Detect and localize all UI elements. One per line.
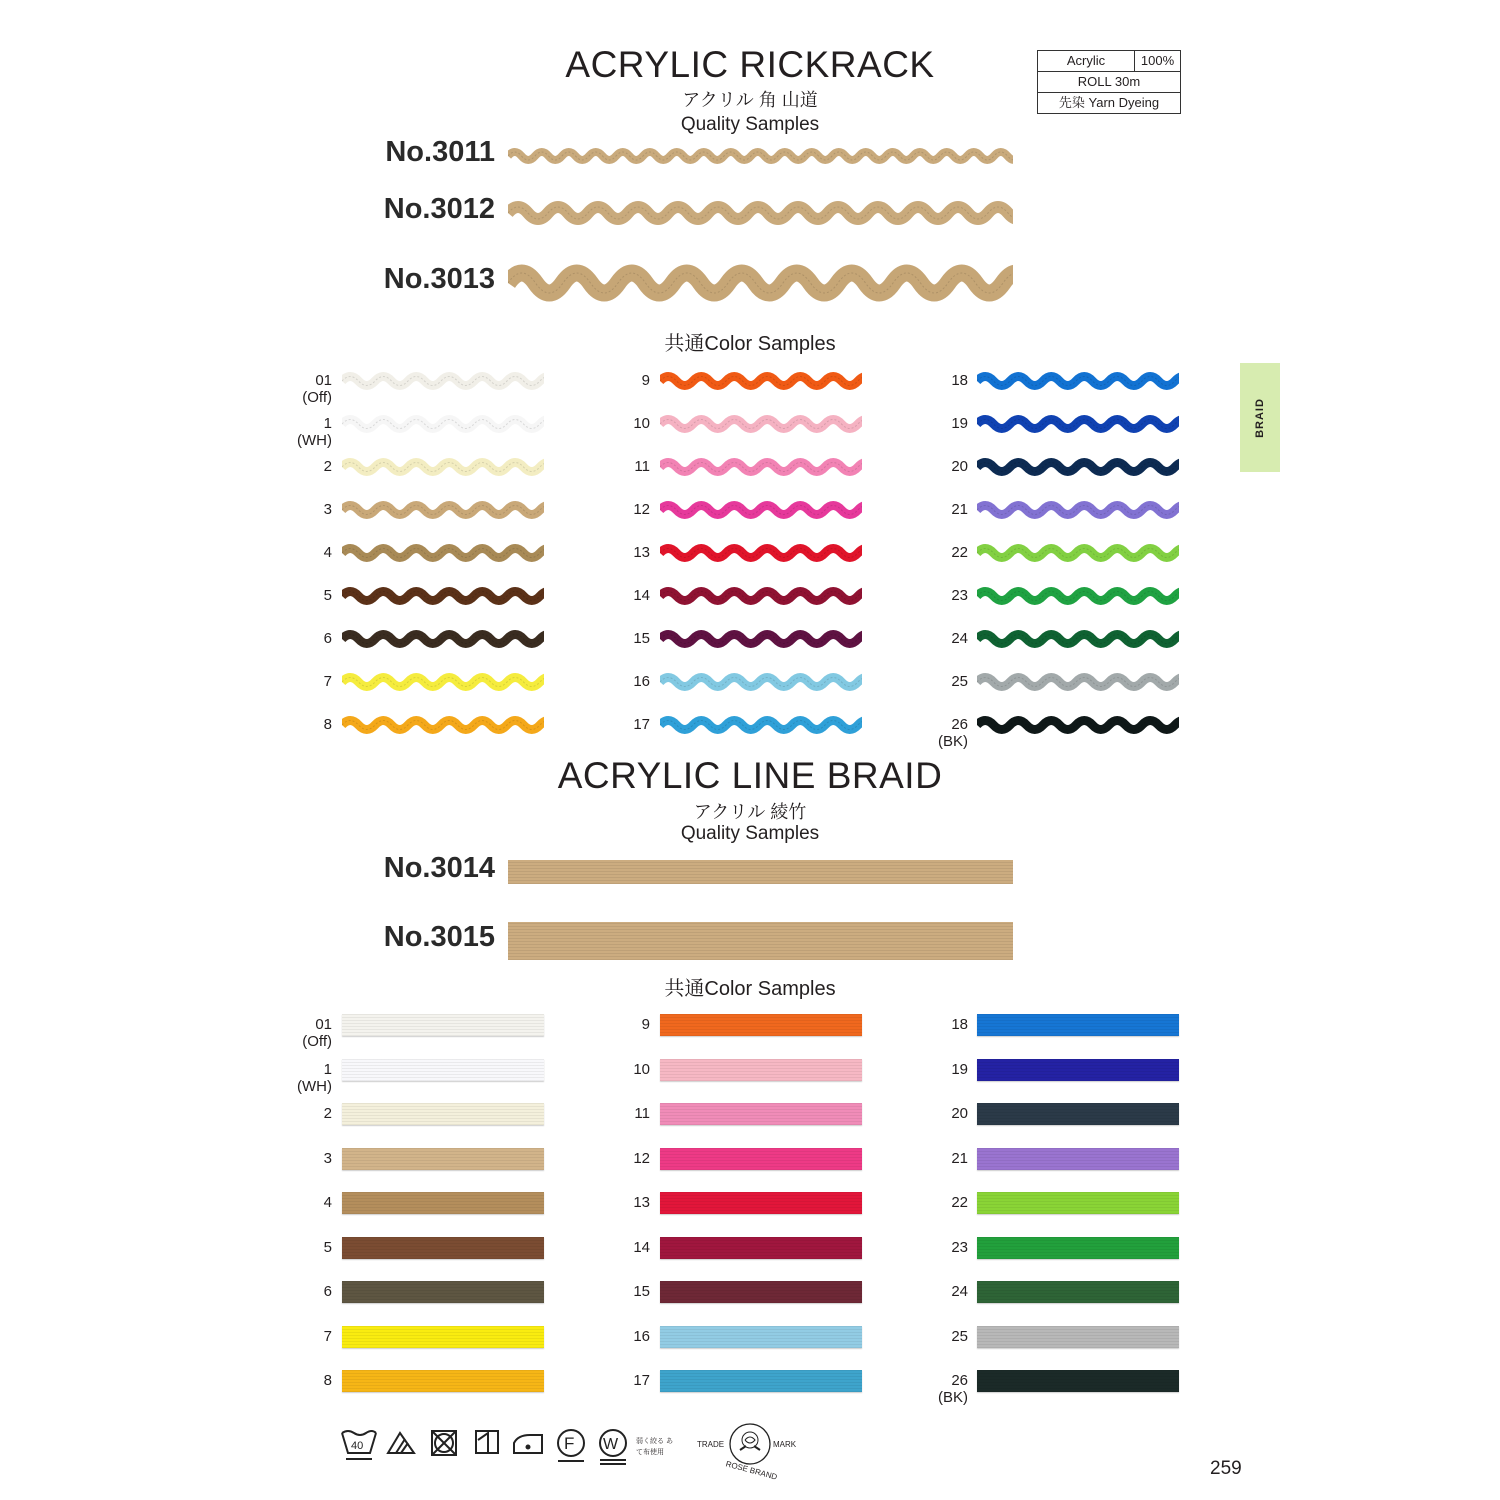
color-name-text: (Off) <box>302 1033 332 1050</box>
color-number-text: 11 <box>634 458 650 475</box>
dry-clean-f-icon <box>558 1430 584 1461</box>
svg-text:W: W <box>603 1436 619 1453</box>
quality-sample-label: No.3011 <box>385 136 495 168</box>
color-swatch <box>977 1148 1179 1170</box>
color-swatch <box>660 1059 862 1081</box>
color-number <box>600 1061 650 1078</box>
color-number-text: 8 <box>323 716 332 733</box>
color-swatch <box>342 583 544 614</box>
color-name-text: (BK) <box>938 733 968 750</box>
color-number-text: 25 <box>951 673 968 690</box>
color-number <box>918 372 968 389</box>
color-number <box>282 501 332 518</box>
color-swatch <box>342 712 544 743</box>
color-number <box>918 1239 968 1256</box>
color-number <box>282 716 332 733</box>
care-symbols <box>338 1425 683 1470</box>
color-number <box>918 458 968 475</box>
color-swatch <box>660 583 862 614</box>
color-number-text: 18 <box>951 372 968 389</box>
color-swatch <box>342 368 544 399</box>
color-swatch <box>977 669 1179 700</box>
color-number-text: 4 <box>323 544 332 561</box>
color-number-text: 26 <box>951 1372 968 1389</box>
rickrack-quality-label: Quality Samples <box>680 114 820 135</box>
color-swatch <box>342 497 544 528</box>
color-swatch <box>660 1148 862 1170</box>
color-number-text: 2 <box>323 458 332 475</box>
line-dry-icon <box>476 1431 498 1453</box>
color-swatch <box>660 1237 862 1259</box>
color-number <box>918 1016 968 1033</box>
color-number <box>600 1328 650 1345</box>
color-swatch <box>342 1281 544 1303</box>
color-number-text: 13 <box>633 544 650 561</box>
color-swatch <box>977 1014 1179 1036</box>
color-name-text: (WH) <box>297 1077 332 1095</box>
color-swatch <box>977 1103 1179 1125</box>
color-swatch <box>660 1326 862 1348</box>
color-number <box>282 673 332 690</box>
color-swatch <box>660 1014 862 1036</box>
color-number-text: 14 <box>633 1238 650 1256</box>
color-number-text: 10 <box>633 415 650 432</box>
color-swatch <box>342 1237 544 1259</box>
spec-table <box>1037 50 1181 114</box>
color-number-text: 26 <box>951 716 968 733</box>
rickrack-color-label: 共通Color Samples <box>664 333 836 355</box>
color-number <box>282 1105 332 1122</box>
spec-roll: ROLL 30m <box>1038 72 1180 93</box>
color-number <box>600 587 650 604</box>
color-swatch <box>660 626 862 657</box>
linebraid-quality-swatch <box>508 922 1013 960</box>
color-number-text: 20 <box>951 458 968 475</box>
color-number-text: 15 <box>633 630 650 647</box>
color-swatch <box>342 1014 544 1036</box>
color-number <box>282 1016 332 1050</box>
bleach-icon <box>388 1433 414 1453</box>
color-number <box>282 1194 332 1211</box>
color-number <box>918 501 968 518</box>
color-number-text: 9 <box>641 372 650 389</box>
color-number <box>600 1283 650 1300</box>
color-number-text: 20 <box>951 1105 968 1122</box>
color-number <box>600 1016 650 1033</box>
color-swatch <box>977 712 1179 743</box>
color-number <box>282 1239 332 1256</box>
rickrack-quality-swatch <box>508 255 1013 316</box>
color-number <box>600 716 650 733</box>
side-tab-braid <box>1240 363 1280 472</box>
color-number <box>600 372 650 389</box>
color-number-text: 25 <box>951 1327 968 1345</box>
color-number-text: 11 <box>634 1105 650 1122</box>
color-swatch <box>977 626 1179 657</box>
trademark-rose-brand: ROSE BRAND <box>724 1459 779 1482</box>
color-number-text: 10 <box>633 1060 650 1078</box>
color-number <box>282 1150 332 1167</box>
linebraid-quality-swatch <box>508 860 1013 884</box>
color-number-text: 12 <box>633 1149 650 1167</box>
color-number <box>600 501 650 518</box>
no-tumble-dry-icon <box>432 1431 456 1455</box>
color-swatch <box>342 669 544 700</box>
color-swatch <box>977 540 1179 571</box>
color-number <box>918 1105 968 1122</box>
color-number <box>282 372 332 406</box>
color-number-text: 13 <box>633 1194 650 1211</box>
wet-clean-w-icon <box>600 1430 626 1464</box>
color-number <box>918 1283 968 1300</box>
linebraid-title: ACRYLIC LINE BRAID <box>557 755 943 796</box>
spec-percent: 100% <box>1134 51 1180 71</box>
color-number-text: 7 <box>323 1327 332 1345</box>
color-name-text: (BK) <box>938 1389 968 1406</box>
color-number-text: 14 <box>633 587 650 604</box>
color-number <box>600 458 650 475</box>
color-number-text: 5 <box>323 1238 332 1256</box>
color-number-text: 22 <box>951 1194 968 1211</box>
color-name-text: (Off) <box>302 389 332 406</box>
quality-sample-label: No.3012 <box>383 193 495 225</box>
color-number <box>918 1061 968 1078</box>
color-swatch <box>977 1192 1179 1214</box>
color-swatch <box>660 411 862 442</box>
color-number-text: 6 <box>323 1283 332 1300</box>
color-name-text: (WH) <box>297 432 332 449</box>
color-swatch <box>660 1192 862 1214</box>
color-number <box>918 1194 968 1211</box>
color-number <box>600 1194 650 1211</box>
color-swatch <box>342 411 544 442</box>
color-swatch <box>977 368 1179 399</box>
color-swatch <box>977 497 1179 528</box>
color-swatch <box>342 1059 544 1081</box>
spec-dye: 先染 Yarn Dyeing <box>1058 95 1160 110</box>
quality-sample-label: No.3015 <box>383 921 495 953</box>
color-number <box>282 1328 332 1345</box>
color-number <box>282 415 332 449</box>
color-number-text: 23 <box>951 587 968 604</box>
color-number <box>600 673 650 690</box>
color-swatch <box>660 1103 862 1125</box>
color-swatch <box>977 411 1179 442</box>
color-swatch <box>660 1370 862 1392</box>
quality-sample-label: No.3013 <box>383 263 495 295</box>
color-number-text: 17 <box>633 716 650 733</box>
trademark-mark: MARK <box>773 1440 797 1449</box>
color-number <box>918 1328 968 1345</box>
quality-sample-label: No.3014 <box>383 852 495 884</box>
color-number-text: 21 <box>951 1149 968 1167</box>
color-number-text: 2 <box>323 1105 332 1122</box>
color-swatch <box>977 1281 1179 1303</box>
color-number-text: 24 <box>951 630 968 647</box>
color-number-text: 9 <box>641 1016 650 1033</box>
color-swatch <box>660 540 862 571</box>
color-number-text: 01 <box>315 1016 332 1033</box>
color-number <box>600 1105 650 1122</box>
color-number <box>282 544 332 561</box>
color-swatch <box>660 1281 862 1303</box>
trademark-trade: TRADE <box>697 1440 725 1449</box>
linebraid-color-label: 共通Color Samples <box>664 978 836 1000</box>
care-note: 弱く絞る あて布使用 <box>636 1438 673 1456</box>
color-swatch <box>342 1103 544 1125</box>
color-swatch <box>342 1326 544 1348</box>
linebraid-subtitle-jp: アクリル 綾竹 <box>693 802 807 822</box>
color-swatch <box>660 368 862 399</box>
spec-material: Acrylic <box>1066 53 1106 68</box>
color-swatch <box>660 669 862 700</box>
rickrack-title: ACRYLIC RICKRACK <box>565 44 935 85</box>
color-number <box>600 630 650 647</box>
color-number-text: 3 <box>323 501 332 518</box>
color-number-text: 12 <box>633 501 650 518</box>
color-number-text: 19 <box>951 415 968 432</box>
color-number <box>282 1372 332 1389</box>
color-swatch <box>977 1059 1179 1081</box>
color-swatch <box>660 454 862 485</box>
color-number <box>282 1061 332 1095</box>
page-number: 259 <box>1210 1458 1242 1479</box>
color-number-text: 17 <box>633 1372 650 1389</box>
color-number-text: 22 <box>951 544 968 561</box>
color-number <box>600 1372 650 1389</box>
color-number-text: 18 <box>951 1016 968 1033</box>
color-number <box>918 1372 968 1406</box>
side-tab-label: BRAID <box>1254 397 1266 438</box>
color-swatch <box>342 1370 544 1392</box>
color-number <box>282 587 332 604</box>
color-number <box>918 587 968 604</box>
color-number <box>282 458 332 475</box>
iron-low-icon <box>514 1435 542 1453</box>
color-number <box>600 544 650 561</box>
linebraid-quality-label: Quality Samples <box>680 823 820 844</box>
color-number-text: 23 <box>951 1238 968 1256</box>
color-number-text: 24 <box>951 1283 968 1300</box>
color-number-text: 7 <box>323 673 332 690</box>
color-number-text: 1 <box>323 415 332 432</box>
color-number-text: 15 <box>633 1283 650 1300</box>
svg-text:40: 40 <box>351 1440 364 1452</box>
color-number-text: 01 <box>315 372 332 389</box>
color-number <box>918 544 968 561</box>
color-number <box>918 630 968 647</box>
rose-brand-trademark <box>695 1418 805 1480</box>
color-swatch <box>660 712 862 743</box>
color-number <box>282 1283 332 1300</box>
rickrack-quality-swatch <box>508 195 1013 236</box>
color-swatch <box>977 1370 1179 1392</box>
color-number-text: 16 <box>633 673 650 690</box>
color-number-text: 1 <box>323 1060 332 1078</box>
wash-40-icon <box>342 1431 376 1459</box>
color-number-text: 8 <box>323 1372 332 1389</box>
color-swatch <box>342 454 544 485</box>
color-swatch <box>977 583 1179 614</box>
color-swatch <box>342 540 544 571</box>
color-number <box>600 1239 650 1256</box>
color-number <box>918 1150 968 1167</box>
color-swatch <box>342 626 544 657</box>
svg-text:F: F <box>564 1434 575 1453</box>
color-number-text: 4 <box>323 1194 332 1211</box>
color-number <box>600 415 650 432</box>
color-swatch <box>977 454 1179 485</box>
color-swatch <box>660 497 862 528</box>
color-number-text: 6 <box>323 630 332 647</box>
color-number-text: 16 <box>633 1327 650 1345</box>
rickrack-subtitle-jp: アクリル 角 山道 <box>682 90 818 110</box>
color-number-text: 3 <box>323 1149 332 1167</box>
color-number <box>600 1150 650 1167</box>
color-number <box>282 630 332 647</box>
color-number <box>918 673 968 690</box>
color-number-text: 5 <box>323 587 332 604</box>
color-number <box>918 716 968 750</box>
color-number-text: 21 <box>951 501 968 518</box>
color-swatch <box>977 1326 1179 1348</box>
color-swatch <box>342 1148 544 1170</box>
color-swatch <box>977 1237 1179 1259</box>
color-swatch <box>342 1192 544 1214</box>
rickrack-quality-swatch <box>508 143 1013 174</box>
color-number <box>918 415 968 432</box>
color-number-text: 19 <box>951 1060 968 1078</box>
